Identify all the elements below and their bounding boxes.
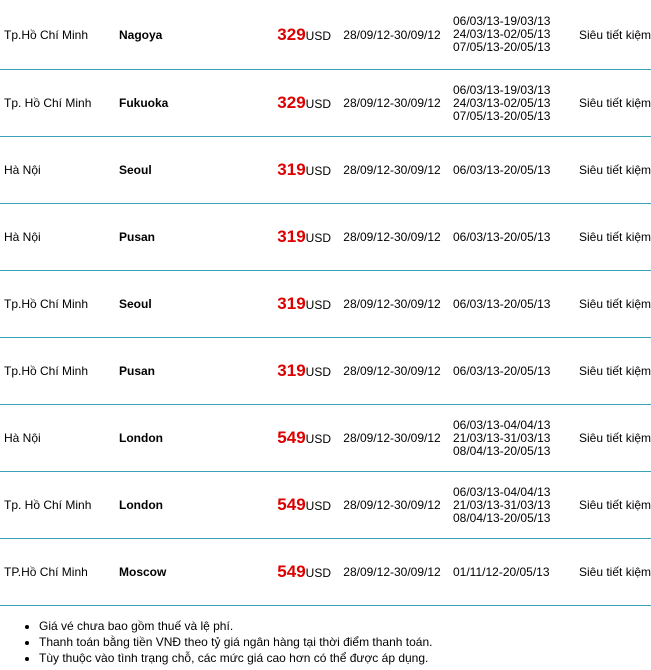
fare-class: Siêu tiết kiệm [571, 271, 651, 338]
price-currency: USD [305, 566, 331, 580]
fare-row [0, 137, 651, 204]
travel-periods [453, 405, 571, 472]
price-amount: 319 [277, 294, 306, 313]
fare-class: Siêu tiết kiệm [571, 137, 651, 204]
sale-period: 28/09/12-30/09/12 [331, 204, 453, 271]
travel-periods [453, 539, 571, 606]
fare-price [239, 137, 331, 204]
price-currency: USD [305, 499, 331, 513]
travel-period: 01/11/12-20/05/13 [453, 564, 550, 579]
travel-periods [453, 0, 571, 70]
travel-period: 07/05/13-20/05/13 [453, 40, 551, 54]
fare-price [239, 271, 331, 338]
destination-city: London [119, 472, 239, 539]
price-currency: USD [305, 28, 331, 43]
fare-price [239, 405, 331, 472]
travel-period: 08/04/13-20/05/13 [453, 510, 551, 525]
fare-price [239, 70, 331, 137]
fare-class: Siêu tiết kiệm [571, 70, 651, 137]
destination-city: Seoul [119, 271, 239, 338]
sale-period: 28/09/12-30/09/12 [331, 70, 453, 137]
destination-city: Seoul [119, 137, 239, 204]
destination-city: Pusan [119, 204, 239, 271]
origin-city: Tp.Hồ Chí Minh [0, 0, 119, 70]
fare-row [0, 204, 651, 271]
destination-city: Moscow [119, 539, 239, 606]
fare-price [239, 472, 331, 539]
travel-periods [453, 137, 571, 204]
origin-city: Tp. Hồ Chí Minh [0, 472, 119, 539]
sale-period: 28/09/12-30/09/12 [331, 472, 453, 539]
price-amount: 549 [277, 562, 306, 581]
destination-city: Nagoya [119, 0, 239, 70]
price-amount: 549 [277, 428, 306, 447]
travel-period: 06/03/13-20/05/13 [453, 229, 551, 244]
price-currency: USD [305, 365, 331, 379]
sale-period: 28/09/12-30/09/12 [331, 137, 453, 204]
origin-city: Tp.Hồ Chí Minh [0, 271, 119, 338]
fare-row [0, 0, 651, 70]
note-item: • Tùy thuộc vào tình trạng chỗ, các mức giá cao hơn có thể được áp dụng. [39, 650, 432, 666]
sale-period: 28/09/12-30/09/12 [331, 539, 453, 606]
fare-class: Siêu tiết kiệm [571, 539, 651, 606]
travel-period: 06/03/13-19/03/13 [453, 82, 551, 97]
travel-periods [453, 271, 571, 338]
travel-period: 06/03/13-20/05/13 [453, 162, 551, 177]
fare-class: Siêu tiết kiệm [571, 405, 651, 472]
origin-city: Tp.Hồ Chí Minh [0, 338, 119, 405]
origin-city: TP.Hồ Chí Minh [0, 539, 119, 606]
travel-period: 24/03/13-02/05/13 [453, 27, 551, 41]
travel-period: 21/03/13-31/03/13 [453, 497, 551, 512]
fare-price [239, 204, 331, 271]
sale-period: 28/09/12-30/09/12 [331, 338, 453, 405]
price-currency: USD [305, 231, 331, 245]
destination-city: Pusan [119, 338, 239, 405]
origin-city: Tp. Hồ Chí Minh [0, 70, 119, 137]
price-amount: 329 [277, 24, 306, 44]
travel-period: 06/03/13-19/03/13 [453, 14, 551, 28]
fare-class: Siêu tiết kiệm [571, 0, 651, 70]
destination-city: Fukuoka [119, 70, 239, 137]
fare-row [0, 271, 651, 338]
price-amount: 319 [277, 361, 306, 380]
destination-city: London [119, 405, 239, 472]
fare-row [0, 539, 651, 606]
travel-periods [453, 472, 571, 539]
origin-city: Hà Nội [0, 405, 119, 472]
travel-period: 06/03/13-20/05/13 [453, 363, 551, 378]
fare-row [0, 472, 651, 539]
fare-row [0, 70, 651, 137]
price-amount: 319 [277, 160, 306, 179]
sale-period: 28/09/12-30/09/12 [331, 405, 453, 472]
fare-price [239, 0, 331, 70]
price-amount: 549 [277, 495, 306, 514]
travel-periods [453, 70, 571, 137]
price-currency: USD [305, 164, 331, 178]
fare-row [0, 405, 651, 472]
notes-list [21, 618, 432, 666]
travel-period: 06/03/13-04/04/13 [453, 484, 551, 499]
travel-periods [453, 338, 571, 405]
travel-period: 06/03/13-04/04/13 [453, 417, 551, 432]
travel-period: 07/05/13-20/05/13 [453, 108, 551, 123]
travel-period: 06/03/13-20/05/13 [453, 296, 551, 311]
fare-price [239, 338, 331, 405]
travel-periods [453, 204, 571, 271]
sale-period: 28/09/12-30/09/12 [331, 0, 453, 70]
note-item: • Giá vé chưa bao gồm thuế và lệ phí. [39, 618, 432, 634]
fare-class: Siêu tiết kiệm [571, 472, 651, 539]
origin-city: Hà Nội [0, 137, 119, 204]
origin-city: Hà Nội [0, 204, 119, 271]
price-currency: USD [305, 432, 331, 446]
price-currency: USD [305, 97, 331, 111]
travel-period: 08/04/13-20/05/13 [453, 443, 551, 458]
fare-row [0, 338, 651, 405]
travel-period: 21/03/13-31/03/13 [453, 430, 551, 445]
note-item: • Thanh toán bằng tiền VNĐ theo tỷ giá ngân hàng tại thời điểm thanh toán. [39, 634, 432, 650]
price-currency: USD [305, 298, 331, 312]
fare-price [239, 539, 331, 606]
fare-class: Siêu tiết kiệm [571, 204, 651, 271]
fare-class: Siêu tiết kiệm [571, 338, 651, 405]
sale-period: 28/09/12-30/09/12 [331, 271, 453, 338]
price-amount: 319 [277, 227, 306, 246]
travel-period: 24/03/13-02/05/13 [453, 95, 551, 110]
price-amount: 329 [277, 93, 306, 112]
